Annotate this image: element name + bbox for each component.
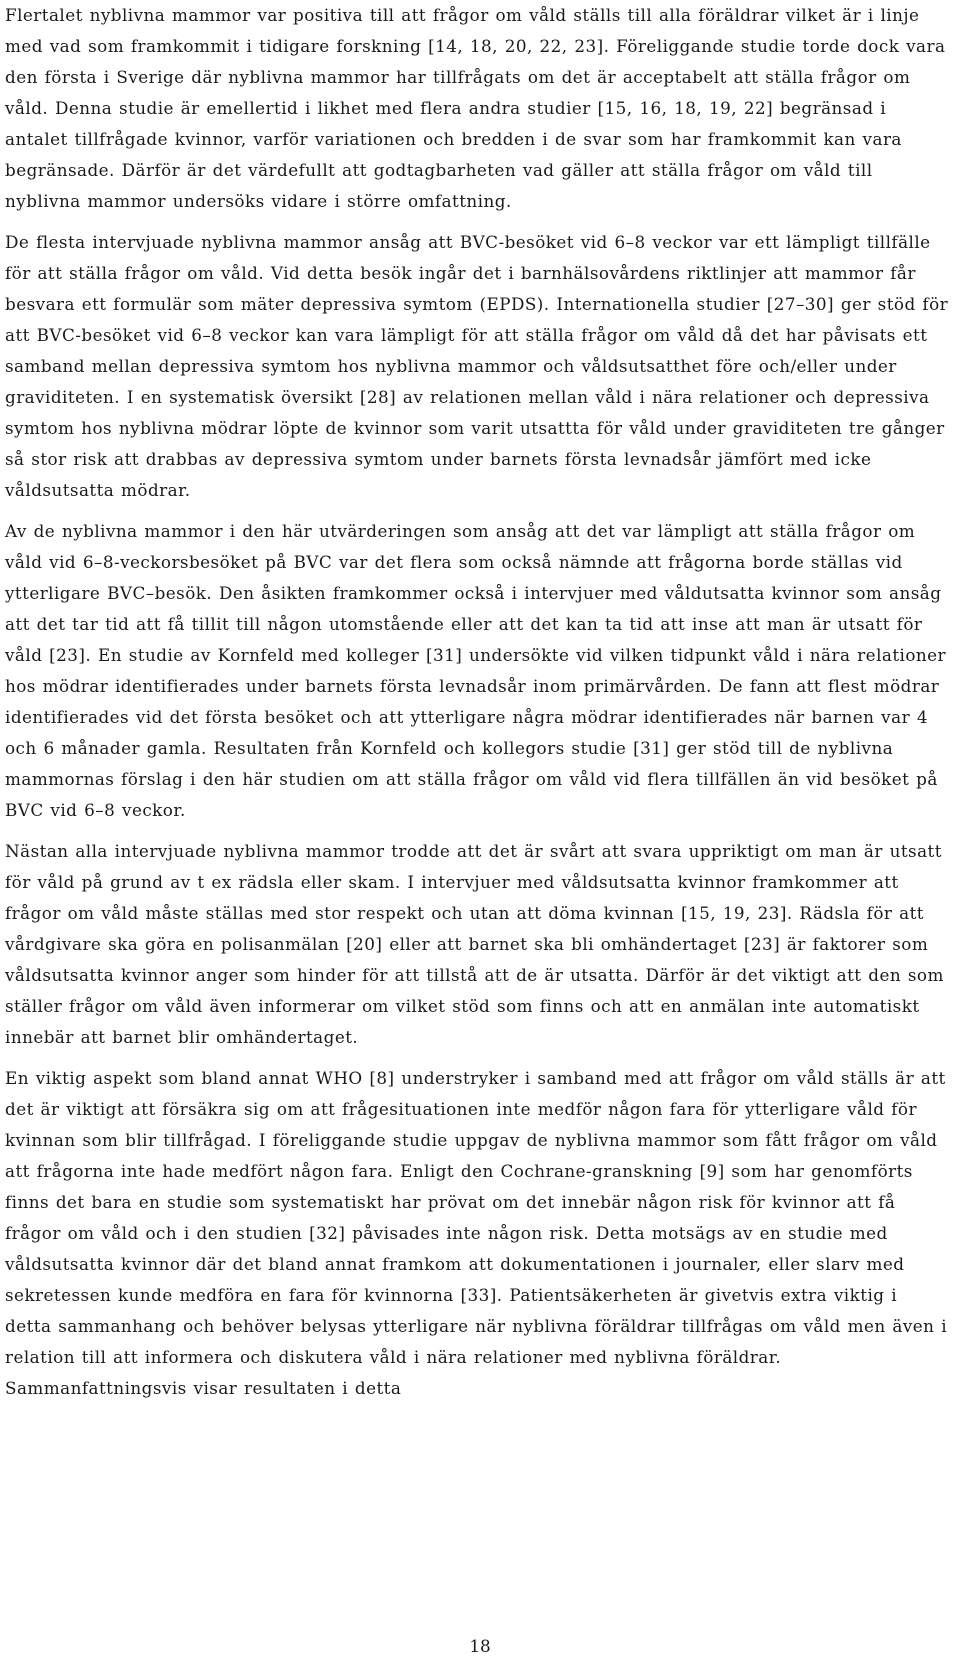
paragraph-5: En viktig aspekt som bland annat WHO [8] understryker i samband med att frågor om våld ställs är att det är viktigt att försäkra sig om att frågesituationen inte medför någon fara för ytterligare våld för kvinnan som blir tillfrågad. I föreliggande studie uppgav de nyblivna mammor som fått frågor om våld att frågorna inte hade medfört någon fara. Enligt den Cochrane-granskning [9] som har genomförts finns det bara en studie som systematiskt har prövat om det innebär någon risk för kvinnor att få frågor om våld och i den studien [32] påvisades inte någon risk. Detta motsägs av en studie med våldsutsatta kvinnor där det bland annat framkom att dokumentationen i journaler, eller slarv med sekretessen kunde medföra en fara för kvinnorna [33]. Patientsäkerheten är givetvis extra viktig i detta sammanhang och behöver belysas ytterligare när nyblivna föräldrar tillfrågas om våld men även i relation till att informera och diskutera våld i nära relationer med nyblivna föräldrar. Sammanfattningsvis visar resultaten i detta [5,1068,948,1398]
paragraph-2: De flesta intervjuade nyblivna mammor ansåg att BVC-besöket vid 6–8 veckor var ett lämpligt tillfälle för att ställa frågor om våld. Vid detta besök ingår det i barnhälsovårdens riktlinjer att mammor får besvara ett formulär som mäter depressiva symtom (EPDS). Internationella studier [27–30] ger stöd för att BVC-besöket vid 6–8 veckor kan vara lämpligt för att ställa frågor om våld då det har påvisats ett samband mellan depressiva symtom hos nyblivna mammor och våldsutsatthet före och/eller under graviditeten. I en systematisk översikt [28] av relationen mellan våld i nära relationer och depressiva symtom hos nyblivna mödrar löpte de kvinnor som varit utsattta för våld under graviditeten tre gånger så stor risk att drabbas av depressiva symtom under barnets första levnadsår jämfört med icke våldsutsatta mödrar. [5,232,949,500]
paragraph-1: Flertalet nyblivna mammor var positiva till att frågor om våld ställs till alla föräldrar vilket är i linje med vad som framkommit i tidigare forskning [14, 18, 20, 22, 23]. Föreliggande studie torde dock vara den första i Sverige där nyblivna mammor har tillfrågats om det är acceptabelt att ställa frågor om våld. Denna studie är emellertid i likhet med flera andra studier [15, 16, 18, 19, 22] begränsad i antalet tillfrågade kvinnor, varför variationen och bredden i de svar som har framkommit kan vara begränsade. Därför är det värdefullt att godtagbarheten vad gäller att ställa frågor om våld till nyblivna mammor undersöks vidare i större omfattning. [5,5,946,211]
paragraph-3: Av de nyblivna mammor i den här utvärderingen som ansåg att det var lämpligt att ställa frågor om våld vid 6–8-veckorsbesöket på BVC var det flera som också nämnde att frågorna borde ställas vid ytterligare BVC–besök. Den åsikten framkommer också i intervjuer med våldutsatta kvinnor som ansåg att det tar tid att få tillit till någon utomstående eller att det kan ta tid att inse att man är utsatt för våld [23]. En studie av Kornfeld med kolleger [31] undersökte vid vilken tidpunkt våld i nära relationer hos mödrar identifierades under barnets första levnadsår inom primärvården. De fann att flest mödrar identifierades vid det första besöket och att ytterligare några mödrar identifierades när barnen var 4 och 6 månader gamla. Resultaten från Kornfeld och kollegors studie [31] ger stöd till de nyblivna mammornas förslag i den här studien om att ställa frågor om våld vid flera tillfällen än vid besöket på BVC vid 6–8 veckor. [5,521,947,820]
page-number: 18 [469,1636,491,1656]
document-page [5,0,950,1404]
paragraph-4: Nästan alla intervjuade nyblivna mammor trodde att det är svårt att svara uppriktigt om man är utsatt för våld på grund av t ex rädsla eller skam. I intervjuer med våldsutsatta kvinnor framkommer att frågor om våld måste ställas med stor respekt och utan att döma kvinnan [15, 19, 23]. Rädsla för att vårdgivare ska göra en polisanmälan [20] eller att barnet ska bli omhändertaget [23] är faktorer som våldsutsatta kvinnor anger som hinder för att tillstå att de är utsatta. Därför är det viktigt att den som ställer frågor om våld även informerar om vilket stöd som finns och att en anmälan inte automatiskt innebär att barnet blir omhändertaget. [5,841,944,1047]
